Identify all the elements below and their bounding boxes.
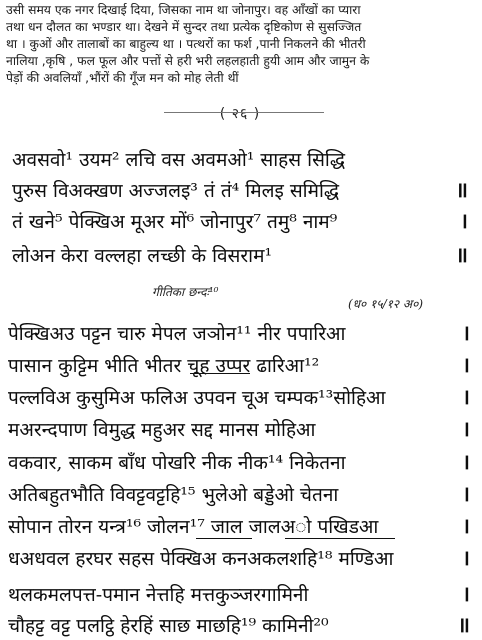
margin-note: (ध० १५/१२ अ०) — [348, 297, 424, 311]
metre-note: गीतिका छन्दः¹⁰ — [152, 285, 219, 299]
verse-danda: । — [462, 352, 470, 377]
verse-text: पल्लविअ कुसुमिअ फलिअ उपवन चूअ चम्पक¹³सोहिआ — [8, 387, 386, 409]
verse-text: अतिबहुतभौति विवट्टवट्टहि¹⁵ भुलेओ बड्डेओ चेतना — [8, 484, 339, 506]
verse-text: तं खने⁵ पेक्खिअ मूअर मों⁶ जोनापुर⁷ तमु⁸ नाम⁹ — [12, 211, 338, 233]
intro-line: तथा धन दौलत का भण्डार था। देखने में सुन्दर तथा प्रत्येक दृष्टिकोण से सुसज्जित — [6, 20, 362, 34]
intro-line: उसी समय एक नगर दिखाई दिया, जिसका नाम था जोनापुर। वह आँखों का प्यारा — [6, 3, 361, 17]
verse-text: अवसवो¹ उयम² लचि वस अवमओ¹ साहस सिद्धि — [12, 149, 346, 171]
verse-danda: । — [462, 449, 470, 474]
verse-danda: ॥ — [455, 242, 468, 267]
verse-text: वकवार, साकम बाँध पोखरि नीक नीक¹⁴ निकेतना — [8, 452, 346, 474]
verse-text: थलकमलपत्त-पमान नेत्तहि मत्तकुञ्जरगामिनी — [8, 584, 309, 606]
handwritten-underline — [196, 538, 252, 539]
handwritten-underline — [285, 538, 395, 539]
verse-danda: । — [462, 416, 470, 441]
verse-danda: । — [462, 384, 470, 409]
verse-danda: । — [462, 581, 470, 606]
verse-danda: । — [462, 481, 470, 506]
verse-danda: । — [460, 208, 468, 233]
verse-danda: । — [462, 513, 470, 538]
handwritten-underline — [190, 373, 250, 374]
verse-text: पासान कुट्टिम भीति भीतर चूह उप्पर ढारिआ¹² — [8, 355, 320, 377]
verse-text: चौहट्ट वट्ट पलट्ठि हेरहिं साछ माछहि¹⁹ कामिनी²⁰ — [8, 615, 329, 637]
intro-line: पेड़ों की अवलियाँ ,भौंरों की गूँज मन को मोह लेती थीं — [6, 71, 239, 85]
verse-danda: ॥ — [457, 612, 470, 637]
verse-text: पुरुस विअक्खण अज्जलइ³ तं तं⁴ मिलइ समिद्धि — [12, 180, 340, 202]
verse-danda: ॥ — [455, 177, 468, 202]
verse-danda: । — [462, 320, 470, 345]
verse-text: मअरन्दपाण विमुद्ध महुअर सद्द मानस मोहिआ — [8, 419, 316, 441]
intro-line: था । कुओं और तालाबों का बाहुल्य था । पत्थरों का फर्श ,पानी निकलने की भीतरी — [6, 37, 366, 51]
verse-danda: । — [462, 545, 470, 570]
verse-text: सोपान तोरन यन्त्र¹⁶ जोलन¹⁷ जाल जालअो पखिडआ — [8, 516, 379, 538]
verse-text: लोअन केरा वल्लहा लच्छी के विसराम¹ — [12, 245, 273, 267]
page-number-text: ( २६ ) — [219, 106, 261, 122]
intro-line: नालिया ,कृषि , फल फूल और पत्तों से हरी भरी लहलहाती हुयी आम और जामुन के — [6, 54, 370, 68]
verse-text: धअधवल हरघर सहस पेक्खिअ कनअकलशहि¹⁸ मण्डिआ — [8, 548, 394, 570]
verse-text: पेक्खिअउ पट्टन चारु मेपल जञोन¹¹ नीर पपारिआ — [8, 323, 346, 345]
